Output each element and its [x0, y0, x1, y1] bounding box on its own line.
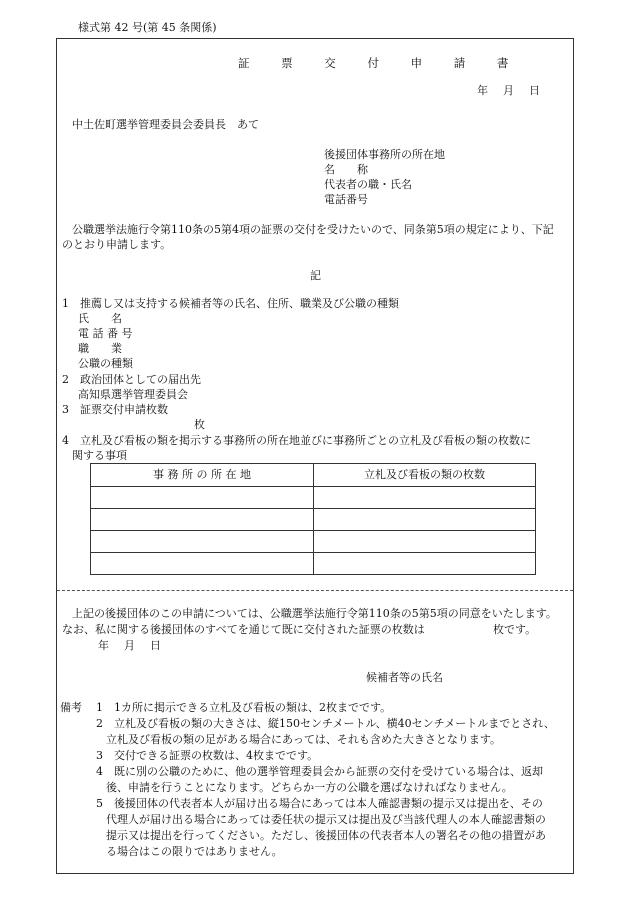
item-1-name: 氏 名	[78, 312, 122, 325]
item-1-office: 公職の種類	[78, 357, 133, 370]
item-1-title: 1 推薦し又は支持する候補者等の氏名、住所、職業及び公職の種類	[62, 297, 399, 310]
applicant-rep-label: 代表者の職・氏名	[324, 178, 412, 191]
table-row	[91, 531, 536, 553]
date-line: 年 月 日	[477, 84, 542, 97]
table-row	[91, 487, 536, 509]
note-5b: 代理人が届け出る場合にあっては委任状の提示又は提出及び当該代理人の本人確認書類の	[106, 813, 546, 826]
applicant-address-label: 後援団体事務所の所在地	[324, 148, 445, 161]
note-3: 3 交付できる証票の枚数は、4枚までです。	[96, 749, 319, 762]
note-1: 1 1カ所に掲示できる立札及び看板の類は、2枚までです。	[96, 701, 392, 714]
item-2-value: 高知県選挙管理委員会	[78, 388, 188, 401]
section-divider	[57, 590, 573, 591]
table-cell-count[interactable]	[314, 509, 536, 531]
table-cell-location[interactable]	[91, 487, 314, 509]
item-3-unit: 枚	[194, 418, 205, 431]
ki-heading: 記	[310, 269, 321, 282]
note-4b: 後、申請を行うことになります。どちらか一方の公職を選ばなければなりません。	[106, 781, 513, 794]
consent-line-2a: なお、私に関する後援団体のすべてを通じて既に交付された証票の枚数は	[62, 623, 425, 636]
consent-line-1: 上記の後援団体のこの申請については、公職選挙法施行令第110条の5第5項の同意をいたします。	[72, 607, 557, 620]
intro-line-2: のとおり申請します。	[62, 238, 172, 251]
note-5a: 5 後援団体の代表者本人が届け出る場合にあっては本人確認書類の提示又は提出を、その	[96, 797, 543, 810]
table-cell-location[interactable]	[91, 531, 314, 553]
office-table-header-count: 立札及び看板の類の枚数	[314, 464, 536, 487]
office-table-header-location: 事 務 所 の 所 在 地	[91, 464, 314, 487]
table-cell-count[interactable]	[314, 531, 536, 553]
table-row	[91, 509, 536, 531]
intro-line-1: 公職選挙法施行令第110条の5第4項の証票の交付を受けたいので、同条第5項の規定により、下記	[72, 223, 554, 236]
form-number: 様式第 42 号(第 45 条関係)	[78, 21, 217, 34]
note-5d: る場合はこの限りではありません。	[106, 845, 283, 858]
item-4-line-1: 4 立札及び看板の類を掲示する事務所の所在地並びに事務所ごとの立札及び看板の類の枚数に	[62, 434, 531, 447]
table-cell-count[interactable]	[314, 487, 536, 509]
item-2-title: 2 政治団体としての届出先	[62, 373, 201, 386]
note-5c: 提示又は提出を行ってください。ただし、後援団体の代表者本人の署名その他の措置があ	[106, 829, 546, 842]
table-cell-count[interactable]	[314, 553, 536, 575]
table-cell-location[interactable]	[91, 509, 314, 531]
office-table	[90, 463, 536, 575]
form-title: 証 票 交 付 申 請 書	[238, 56, 523, 70]
table-row	[91, 553, 536, 575]
item-3-title: 3 証票交付申請枚数	[62, 403, 168, 416]
applicant-name-label: 名 称	[324, 163, 368, 176]
candidate-name-label: 候補者等の氏名	[366, 671, 443, 684]
consent-date: 年 月 日	[98, 639, 163, 652]
note-2a: 2 立札及び看板の類の大きさは、縦150センチメートル、横40センチメートルまでとされ、	[96, 717, 555, 730]
note-4a: 4 既に別の公職のために、他の選挙管理委員会から証票の交付を受けている場合は、返却	[96, 765, 543, 778]
applicant-phone-label: 電話番号	[324, 193, 368, 206]
item-1-phone: 電 話 番 号	[78, 327, 133, 340]
item-1-job: 職 業	[78, 342, 122, 355]
addressee: 中土佐町選挙管理委員会委員長 あて	[72, 118, 259, 131]
item-4-line-2: 関する事項	[72, 449, 127, 462]
notes-label: 備考	[60, 701, 82, 714]
note-2b: 立札及び看板の類の足がある場合にあっては、それも含めた大きさとなります。	[106, 733, 502, 746]
consent-line-2b: 枚です。	[493, 623, 537, 636]
table-cell-location[interactable]	[91, 553, 314, 575]
